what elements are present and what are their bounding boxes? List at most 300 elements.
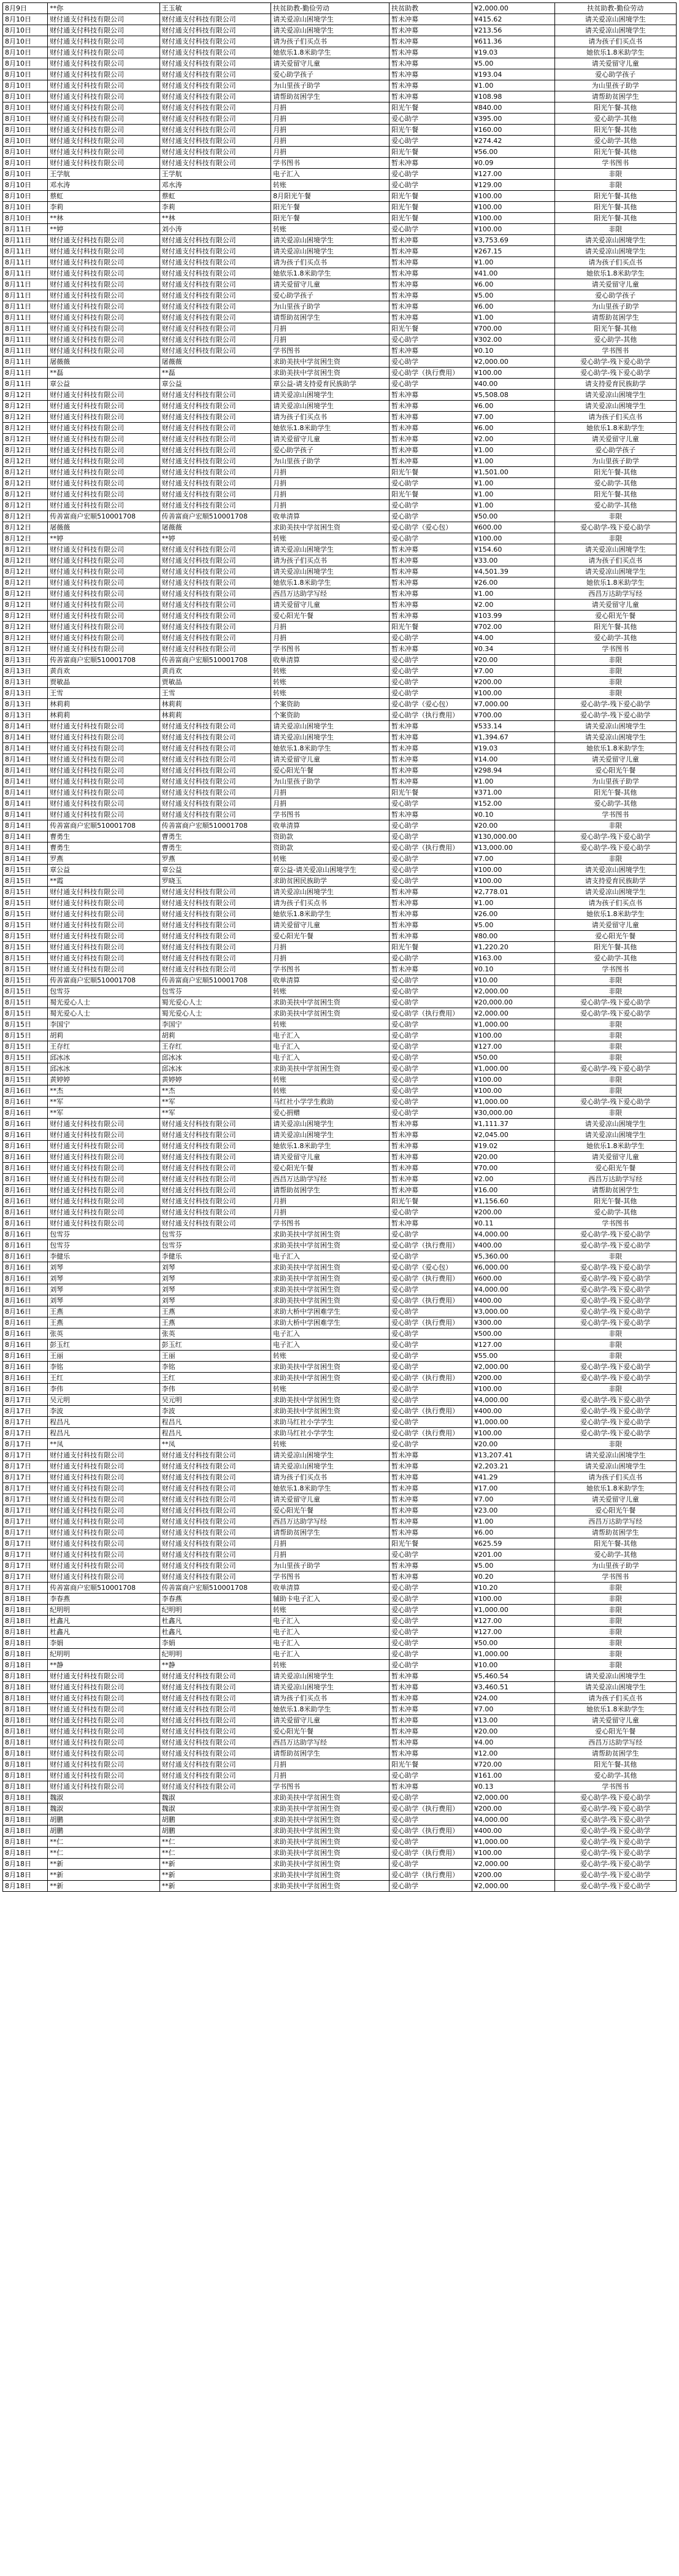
cell-item: 暂未冲募 [389, 1450, 472, 1461]
cell-item: 暂未冲募 [389, 754, 472, 765]
cell-amount: ¥2,000.00 [472, 1859, 554, 1870]
cell-amount: ¥2,000.00 [472, 3, 554, 14]
cell-usage: 请关爱凉山困境学生 [554, 246, 676, 257]
cell-name: 财付通支付科技有限公司 [159, 1461, 270, 1472]
cell-project: 求助美扶中学贫困生资 [271, 1837, 389, 1848]
cell-name: 纪明明 [159, 1605, 270, 1616]
cell-amount: ¥100.00 [472, 865, 554, 876]
cell-date: 8月17日 [3, 1406, 48, 1417]
cell-item: 爱心助学 [389, 1594, 472, 1605]
cell-donor: 财付通支付科技有限公司 [48, 622, 159, 633]
cell-name: **军 [159, 1097, 270, 1108]
cell-amount: ¥23.00 [472, 1505, 554, 1516]
cell-usage: 阳光午餐-其他 [554, 787, 676, 798]
cell-name: 邱冰冰 [159, 1052, 270, 1063]
cell-donor: **磊 [48, 368, 159, 379]
cell-date: 8月13日 [3, 710, 48, 721]
table-row [3, 986, 677, 997]
cell-donor: 财付通支付科技有限公司 [48, 544, 159, 555]
cell-project: 电子汇入 [271, 1627, 389, 1638]
cell-name: **婷 [159, 533, 270, 544]
cell-usage: 爱心助学-其他 [554, 1770, 676, 1781]
cell-amount: ¥2,203.21 [472, 1461, 554, 1472]
cell-project: 求助马红社小学学生 [271, 1428, 389, 1439]
cell-date: 8月17日 [3, 1505, 48, 1516]
cell-usage: 阳光午餐-其他 [554, 323, 676, 334]
cell-project: 月捐 [271, 1549, 389, 1560]
cell-usage: 西昌万达助学写经 [554, 1516, 676, 1527]
cell-project: 请关爱留守儿童 [271, 1494, 389, 1505]
cell-date: 8月17日 [3, 1527, 48, 1538]
cell-amount: ¥1.00 [472, 456, 554, 467]
cell-usage: 请关爱留守儿童 [554, 434, 676, 445]
table-row [3, 787, 677, 798]
table-row [3, 942, 677, 953]
cell-item: 暂未冲募 [389, 14, 472, 25]
cell-amount: ¥2,000.00 [472, 1008, 554, 1019]
cell-date: 8月10日 [3, 125, 48, 136]
cell-date: 8月11日 [3, 235, 48, 246]
cell-donor: 胡鹏 [48, 1814, 159, 1826]
cell-item: 暂未冲募 [389, 423, 472, 434]
cell-date: 8月11日 [3, 357, 48, 368]
cell-project: 爱心阳光午餐 [271, 611, 389, 622]
cell-item: 爱心助学（爱心包） [389, 522, 472, 533]
cell-donor: **军 [48, 1108, 159, 1119]
cell-amount: ¥6.00 [472, 301, 554, 312]
cell-amount: ¥100.00 [472, 1074, 554, 1086]
cell-name: 彭玉红 [159, 1340, 270, 1351]
cell-date: 8月18日 [3, 1660, 48, 1671]
table-row [3, 931, 677, 942]
cell-donor: **霞 [48, 876, 159, 887]
cell-name: 邱冰冰 [159, 1063, 270, 1074]
cell-name: 财付通支付科技有限公司 [159, 1450, 270, 1461]
table-row [3, 1870, 677, 1881]
cell-usage: 爱心助学-残下爱心助学 [554, 1373, 676, 1384]
cell-name: 财付通支付科技有限公司 [159, 1748, 270, 1759]
cell-donor: 纪明明 [48, 1649, 159, 1660]
cell-usage: 请关爱留守儿童 [554, 58, 676, 69]
cell-item: 爱心助学 [389, 1859, 472, 1870]
cell-usage: 爱心助学-其他 [554, 798, 676, 809]
cell-date: 8月12日 [3, 611, 48, 622]
cell-item: 暂未冲募 [389, 544, 472, 555]
cell-name: 财付通支付科技有限公司 [159, 787, 270, 798]
cell-name: 财付通支付科技有限公司 [159, 290, 270, 301]
table-row [3, 423, 677, 434]
cell-project: 求助美扶中学贫困生资 [271, 1803, 389, 1814]
cell-amount: ¥1.00 [472, 445, 554, 456]
cell-donor: 财付通支付科技有限公司 [48, 953, 159, 964]
cell-donor: 章公益 [48, 865, 159, 876]
cell-project: 月捐 [271, 478, 389, 489]
table-row [3, 1461, 677, 1472]
table-row [3, 1306, 677, 1317]
cell-project: 月捐 [271, 323, 389, 334]
cell-name: 财付通支付科技有限公司 [159, 776, 270, 787]
cell-name: 财付通支付科技有限公司 [159, 1494, 270, 1505]
cell-amount: ¥1.00 [472, 776, 554, 787]
table-row [3, 1284, 677, 1295]
cell-item: 暂未冲募 [389, 920, 472, 931]
cell-amount: ¥2,000.00 [472, 357, 554, 368]
cell-donor: 胡鹏 [48, 1826, 159, 1837]
cell-donor: 贾敏晶 [48, 677, 159, 688]
cell-usage: 西昌万达助学写经 [554, 588, 676, 600]
cell-item: 扶贫助教 [389, 3, 472, 14]
table-row [3, 555, 677, 566]
cell-usage: 非限 [554, 1340, 676, 1351]
cell-name: 财付通支付科技有限公司 [159, 633, 270, 644]
cell-amount: ¥70.00 [472, 1163, 554, 1174]
cell-name: 财付通支付科技有限公司 [159, 1715, 270, 1726]
table-row [3, 1627, 677, 1638]
cell-date: 8月14日 [3, 732, 48, 743]
cell-project: 爱心阳光午餐 [271, 1163, 389, 1174]
cell-donor: 财付通支付科技有限公司 [48, 147, 159, 158]
cell-project: 她依乐1.8米助学生 [271, 577, 389, 588]
cell-name: 财付通支付科技有限公司 [159, 1759, 270, 1770]
table-row [3, 235, 677, 246]
cell-donor: 财付通支付科技有限公司 [48, 235, 159, 246]
cell-project: 转账 [271, 1384, 389, 1395]
cell-date: 8月12日 [3, 390, 48, 401]
cell-date: 8月14日 [3, 776, 48, 787]
cell-name: **凤 [159, 1439, 270, 1450]
cell-usage: 请关爱凉山困境学生 [554, 566, 676, 577]
cell-date: 8月18日 [3, 1627, 48, 1638]
table-row [3, 1583, 677, 1594]
cell-project: 电子汇入 [271, 1649, 389, 1660]
cell-usage: 请关爱凉山困境学生 [554, 25, 676, 36]
cell-date: 8月18日 [3, 1715, 48, 1726]
table-row [3, 1097, 677, 1108]
cell-amount: ¥400.00 [472, 1406, 554, 1417]
table-row [3, 1660, 677, 1671]
cell-donor: 财付通支付科技有限公司 [48, 58, 159, 69]
cell-item: 爱心助学 [389, 1881, 472, 1892]
table-row [3, 633, 677, 644]
table-row [3, 1373, 677, 1384]
cell-name: 财付通支付科技有限公司 [159, 235, 270, 246]
cell-project: 马红社小学学生救助 [271, 1097, 389, 1108]
cell-name: 王学航 [159, 169, 270, 180]
table-row [3, 1207, 677, 1218]
cell-name: 财付通支付科技有限公司 [159, 1682, 270, 1693]
cell-amount: ¥100.00 [472, 688, 554, 699]
table-row [3, 776, 677, 787]
table-row [3, 412, 677, 423]
cell-amount: ¥5.00 [472, 1560, 554, 1571]
cell-amount: ¥1.00 [472, 478, 554, 489]
cell-project: 她依乐1.8米助学生 [271, 1141, 389, 1152]
cell-date: 8月10日 [3, 47, 48, 58]
cell-usage: 请关爱留守儿童 [554, 1494, 676, 1505]
cell-date: 8月10日 [3, 158, 48, 169]
cell-item: 暂未冲募 [389, 1737, 472, 1748]
table-row [3, 1538, 677, 1549]
cell-amount: ¥5,360.00 [472, 1251, 554, 1262]
table-row [3, 920, 677, 931]
cell-item: 暂未冲募 [389, 887, 472, 898]
cell-usage: 请帮助贫困学生 [554, 312, 676, 323]
cell-donor: **新 [48, 1870, 159, 1881]
cell-item: 暂未冲募 [389, 931, 472, 942]
cell-usage: 非限 [554, 1605, 676, 1616]
cell-usage: 爱心助学-残下爱心助学 [554, 357, 676, 368]
table-row [3, 699, 677, 710]
cell-project: 转账 [271, 533, 389, 544]
table-row [3, 644, 677, 655]
cell-project: 求助美扶中学贫困生资 [271, 357, 389, 368]
cell-amount: ¥130,000.00 [472, 831, 554, 843]
cell-project: 为山里孩子助学 [271, 1560, 389, 1571]
cell-usage: 非限 [554, 1019, 676, 1030]
cell-donor: 财付通支付科技有限公司 [48, 125, 159, 136]
table-row [3, 279, 677, 290]
cell-item: 爱心助学 [389, 1041, 472, 1052]
cell-date: 8月16日 [3, 1240, 48, 1251]
table-row [3, 1803, 677, 1814]
cell-amount: ¥7.00 [472, 412, 554, 423]
cell-date: 8月16日 [3, 1328, 48, 1340]
cell-usage: 非限 [554, 224, 676, 235]
cell-donor: **凤 [48, 1439, 159, 1450]
cell-project: 求助美扶中学贫困生资 [271, 1008, 389, 1019]
cell-donor: **婷 [48, 533, 159, 544]
cell-usage: 非限 [554, 180, 676, 191]
cell-name: 纪明明 [159, 1649, 270, 1660]
cell-donor: 财付通支付科技有限公司 [48, 1494, 159, 1505]
cell-name: 程昌凡 [159, 1417, 270, 1428]
cell-project: 爱心捐赠 [271, 1108, 389, 1119]
cell-date: 8月14日 [3, 743, 48, 754]
cell-amount: ¥0.11 [472, 1218, 554, 1229]
cell-donor: 财付通支付科技有限公司 [48, 1704, 159, 1715]
table-row [3, 257, 677, 268]
cell-project: 请为孩子们买点书 [271, 257, 389, 268]
cell-name: 财付通支付科技有限公司 [159, 887, 270, 898]
cell-item: 暂未冲募 [389, 91, 472, 102]
table-row [3, 865, 677, 876]
cell-usage: 西昌万达助学写经 [554, 1737, 676, 1748]
cell-date: 8月14日 [3, 820, 48, 831]
cell-project: 请关爱留守儿童 [271, 1152, 389, 1163]
cell-name: 李国宁 [159, 1019, 270, 1030]
cell-date: 8月12日 [3, 588, 48, 600]
cell-date: 8月17日 [3, 1538, 48, 1549]
cell-amount: ¥700.00 [472, 323, 554, 334]
cell-donor: 财付通支付科技有限公司 [48, 500, 159, 511]
table-row [3, 677, 677, 688]
table-row [3, 467, 677, 478]
cell-project: 收单清算 [271, 511, 389, 522]
cell-item: 爱心助学 [389, 1770, 472, 1781]
cell-date: 8月18日 [3, 1792, 48, 1803]
cell-item: 暂未冲募 [389, 1185, 472, 1196]
cell-donor: 财付通支付科技有限公司 [48, 909, 159, 920]
cell-usage: 爱心助学孩子 [554, 290, 676, 301]
cell-item: 爱心助学 [389, 1395, 472, 1406]
cell-item: 爱心助学 [389, 975, 472, 986]
cell-date: 8月15日 [3, 1030, 48, 1041]
cell-usage: 为山里孩子助学 [554, 301, 676, 312]
cell-amount: ¥415.62 [472, 14, 554, 25]
cell-project: 请为孩子们买点书 [271, 1693, 389, 1704]
cell-project: 求助美扶中学贫困生资 [271, 1881, 389, 1892]
cell-amount: ¥1,000.00 [472, 1837, 554, 1848]
cell-name: 财付通支付科技有限公司 [159, 1726, 270, 1737]
cell-project: 月捐 [271, 114, 389, 125]
cell-item: 爱心助学 [389, 633, 472, 644]
cell-usage: 爱心助学-其他 [554, 478, 676, 489]
table-row [3, 655, 677, 666]
cell-usage: 非限 [554, 511, 676, 522]
cell-item: 暂未冲募 [389, 577, 472, 588]
cell-project: 收单清算 [271, 975, 389, 986]
cell-date: 8月12日 [3, 622, 48, 633]
cell-donor: 财付通支付科技有限公司 [48, 743, 159, 754]
cell-date: 8月17日 [3, 1450, 48, 1461]
cell-donor: 财付通支付科技有限公司 [48, 47, 159, 58]
cell-amount: ¥4,000.00 [472, 1229, 554, 1240]
cell-amount: ¥1.00 [472, 257, 554, 268]
cell-item: 爱心助学（执行费用） [389, 1273, 472, 1284]
cell-name: 李健乐 [159, 1251, 270, 1262]
cell-date: 8月14日 [3, 787, 48, 798]
cell-date: 8月17日 [3, 1472, 48, 1483]
cell-usage: 爱心阳光午餐 [554, 611, 676, 622]
table-row [3, 191, 677, 202]
cell-donor: 邓水涛 [48, 180, 159, 191]
cell-item: 暂未冲募 [389, 69, 472, 80]
cell-amount: ¥127.00 [472, 1616, 554, 1627]
cell-usage: 请帮助贫困学生 [554, 1748, 676, 1759]
cell-date: 8月10日 [3, 91, 48, 102]
table-row [3, 1693, 677, 1704]
table-row [3, 478, 677, 489]
cell-name: 财付通支付科技有限公司 [159, 644, 270, 655]
cell-name: 财付通支付科技有限公司 [159, 1571, 270, 1583]
cell-amount: ¥0.10 [472, 809, 554, 820]
cell-amount: ¥17.00 [472, 1483, 554, 1494]
cell-usage: 爱心助学-残下爱心助学 [554, 1406, 676, 1417]
cell-amount: ¥56.00 [472, 147, 554, 158]
cell-date: 8月15日 [3, 953, 48, 964]
cell-donor: 财付通支付科技有限公司 [48, 1174, 159, 1185]
cell-amount: ¥6.00 [472, 1527, 554, 1538]
table-row [3, 1715, 677, 1726]
cell-project: 求助美扶中学贫困生资 [271, 522, 389, 533]
cell-item: 暂未冲募 [389, 600, 472, 611]
cell-name: 财付通支付科技有限公司 [159, 136, 270, 147]
cell-usage: 爱心助学-其他 [554, 1549, 676, 1560]
cell-item: 爱心助学 [389, 1019, 472, 1030]
table-row [3, 975, 677, 986]
cell-item: 爱心助学（执行费用） [389, 1428, 472, 1439]
cell-item: 暂未冲募 [389, 445, 472, 456]
cell-amount: ¥533.14 [472, 721, 554, 732]
table-row [3, 202, 677, 213]
table-row [3, 1881, 677, 1892]
cell-amount: ¥100.00 [472, 1030, 554, 1041]
table-row [3, 1560, 677, 1571]
cell-project: 个案资助 [271, 710, 389, 721]
cell-usage: 请关爱凉山困境学生 [554, 887, 676, 898]
cell-item: 爱心助学（执行费用） [389, 1406, 472, 1417]
cell-amount: ¥0.13 [472, 1781, 554, 1792]
cell-donor: 王存红 [48, 1041, 159, 1052]
table-row [3, 953, 677, 964]
table-row [3, 1439, 677, 1450]
cell-usage: 非限 [554, 1086, 676, 1097]
cell-usage: 爱心阳光午餐 [554, 1163, 676, 1174]
cell-usage: 为山里孩子助学 [554, 456, 676, 467]
cell-project: 爱心助学孩子 [271, 69, 389, 80]
cell-usage: 非限 [554, 1649, 676, 1660]
cell-amount: ¥3,460.51 [472, 1682, 554, 1693]
cell-amount: ¥1.00 [472, 588, 554, 600]
cell-item: 暂未冲募 [389, 964, 472, 975]
table-row [3, 1196, 677, 1207]
cell-date: 8月16日 [3, 1196, 48, 1207]
table-row [3, 1859, 677, 1870]
cell-date: 8月17日 [3, 1395, 48, 1406]
cell-donor: 财付通支付科技有限公司 [48, 434, 159, 445]
cell-item: 爱心助学（执行费用） [389, 1870, 472, 1881]
cell-name: 蜀光爱心人士 [159, 997, 270, 1008]
cell-donor: 财付通支付科技有限公司 [48, 25, 159, 36]
cell-amount: ¥26.00 [472, 577, 554, 588]
table-row [3, 1826, 677, 1837]
cell-date: 8月18日 [3, 1671, 48, 1682]
table-row [3, 666, 677, 677]
cell-item: 暂未冲募 [389, 58, 472, 69]
cell-date: 8月14日 [3, 798, 48, 809]
cell-project: 请关爱凉山困境学生 [271, 887, 389, 898]
table-row [3, 136, 677, 147]
cell-donor: **杰 [48, 1086, 159, 1097]
cell-amount: ¥213.56 [472, 25, 554, 36]
cell-donor: 王红 [48, 1373, 159, 1384]
cell-date: 8月14日 [3, 721, 48, 732]
cell-usage: 学书图书 [554, 1781, 676, 1792]
cell-project: 她依乐1.8米助学生 [271, 743, 389, 754]
cell-date: 8月15日 [3, 920, 48, 931]
cell-project: 请关爱凉山困境学生 [271, 1119, 389, 1130]
cell-donor: 财付通支付科技有限公司 [48, 412, 159, 423]
table-row [3, 566, 677, 577]
cell-name: 程昌凡 [159, 1428, 270, 1439]
table-row [3, 1483, 677, 1494]
cell-donor: 章公益 [48, 379, 159, 390]
cell-date: 8月16日 [3, 1262, 48, 1273]
table-row [3, 1185, 677, 1196]
cell-project: 电子汇入 [271, 1328, 389, 1340]
cell-date: 8月16日 [3, 1119, 48, 1130]
cell-usage: 她依乐1.8米助学生 [554, 577, 676, 588]
cell-project: 转账 [271, 1351, 389, 1362]
cell-amount: ¥2,778.01 [472, 887, 554, 898]
cell-item: 爱心助学 [389, 876, 472, 887]
cell-amount: ¥3,753.69 [472, 235, 554, 246]
cell-donor: 财付通支付科技有限公司 [48, 456, 159, 467]
cell-name: 李春燕 [159, 1594, 270, 1605]
cell-name: **军 [159, 1108, 270, 1119]
cell-item: 爱心助学 [389, 986, 472, 997]
cell-name: 财付通支付科技有限公司 [159, 257, 270, 268]
